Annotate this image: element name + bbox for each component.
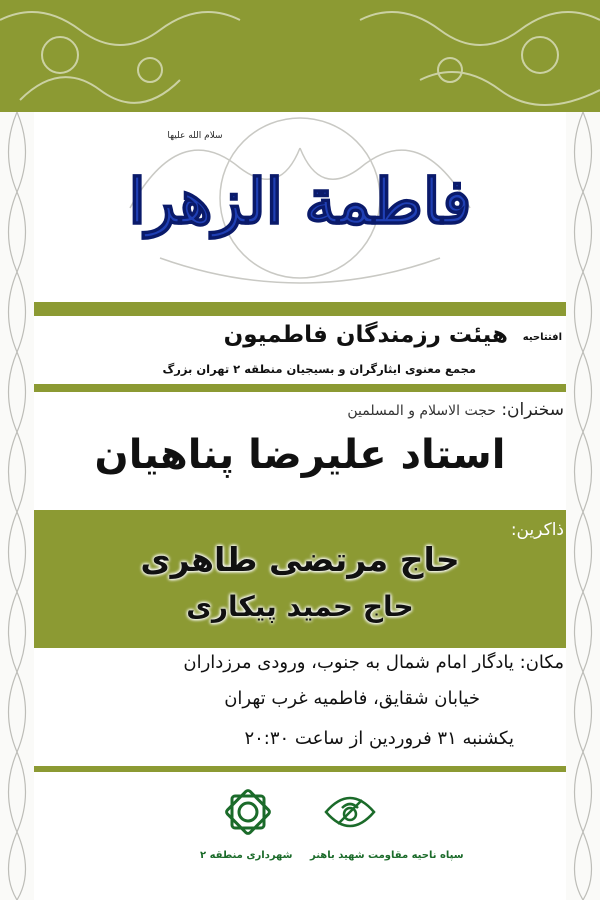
calligraphy-text: فاطمة الزهرا <box>128 165 472 238</box>
place-line: مکان: یادگار امام شمال به جنوب، ورودی مرزداران <box>183 652 564 673</box>
calligraphy-hero <box>100 8 500 298</box>
reciter-name: حاج حمید پیکاری <box>186 590 414 623</box>
calligraphy-small-text: سلام الله علیها <box>167 131 223 141</box>
time-line: یکشنبه ۳۱ فروردین از ساعت ۲۰:۳۰ <box>244 728 514 749</box>
right-ornament-strip <box>566 112 600 900</box>
org-subtitle: مجمع معنوی ایثارگران و بسیجیان منطقه ۲ تهران بزرگ <box>162 362 476 376</box>
sepah-emblem-icon <box>318 780 382 844</box>
separator-bar <box>34 766 566 772</box>
separator-bar <box>34 642 566 648</box>
speaker-line <box>347 400 564 420</box>
speaker-label: سخنران: <box>501 400 564 420</box>
place-line: خیابان شقایق، فاطمیه غرب تهران <box>224 688 480 709</box>
floral-ornament-icon <box>566 112 600 900</box>
opening-label: افتتاحیه <box>522 332 562 343</box>
municipality-logo-icon <box>218 782 278 842</box>
separator-bar <box>34 302 566 316</box>
left-ornament-strip <box>0 112 34 900</box>
sepah-caption: سپاه ناحیه مقاومت شهید باهنر <box>310 850 464 861</box>
org-title: هیئت رزمندگان فاطمیون <box>223 322 508 348</box>
separator-bar <box>34 384 566 392</box>
reciters-label: ذاکرین: <box>510 520 564 540</box>
speaker-name: استاد علیرضا پناهیان <box>94 432 506 478</box>
floral-ornament-icon <box>0 112 34 900</box>
speaker-title: حجت الاسلام و المسلمین <box>347 403 496 419</box>
municipality-caption: شهرداری منطقه ۲ <box>200 850 293 861</box>
reciter-name: حاج مرتضی طاهری <box>140 540 460 579</box>
